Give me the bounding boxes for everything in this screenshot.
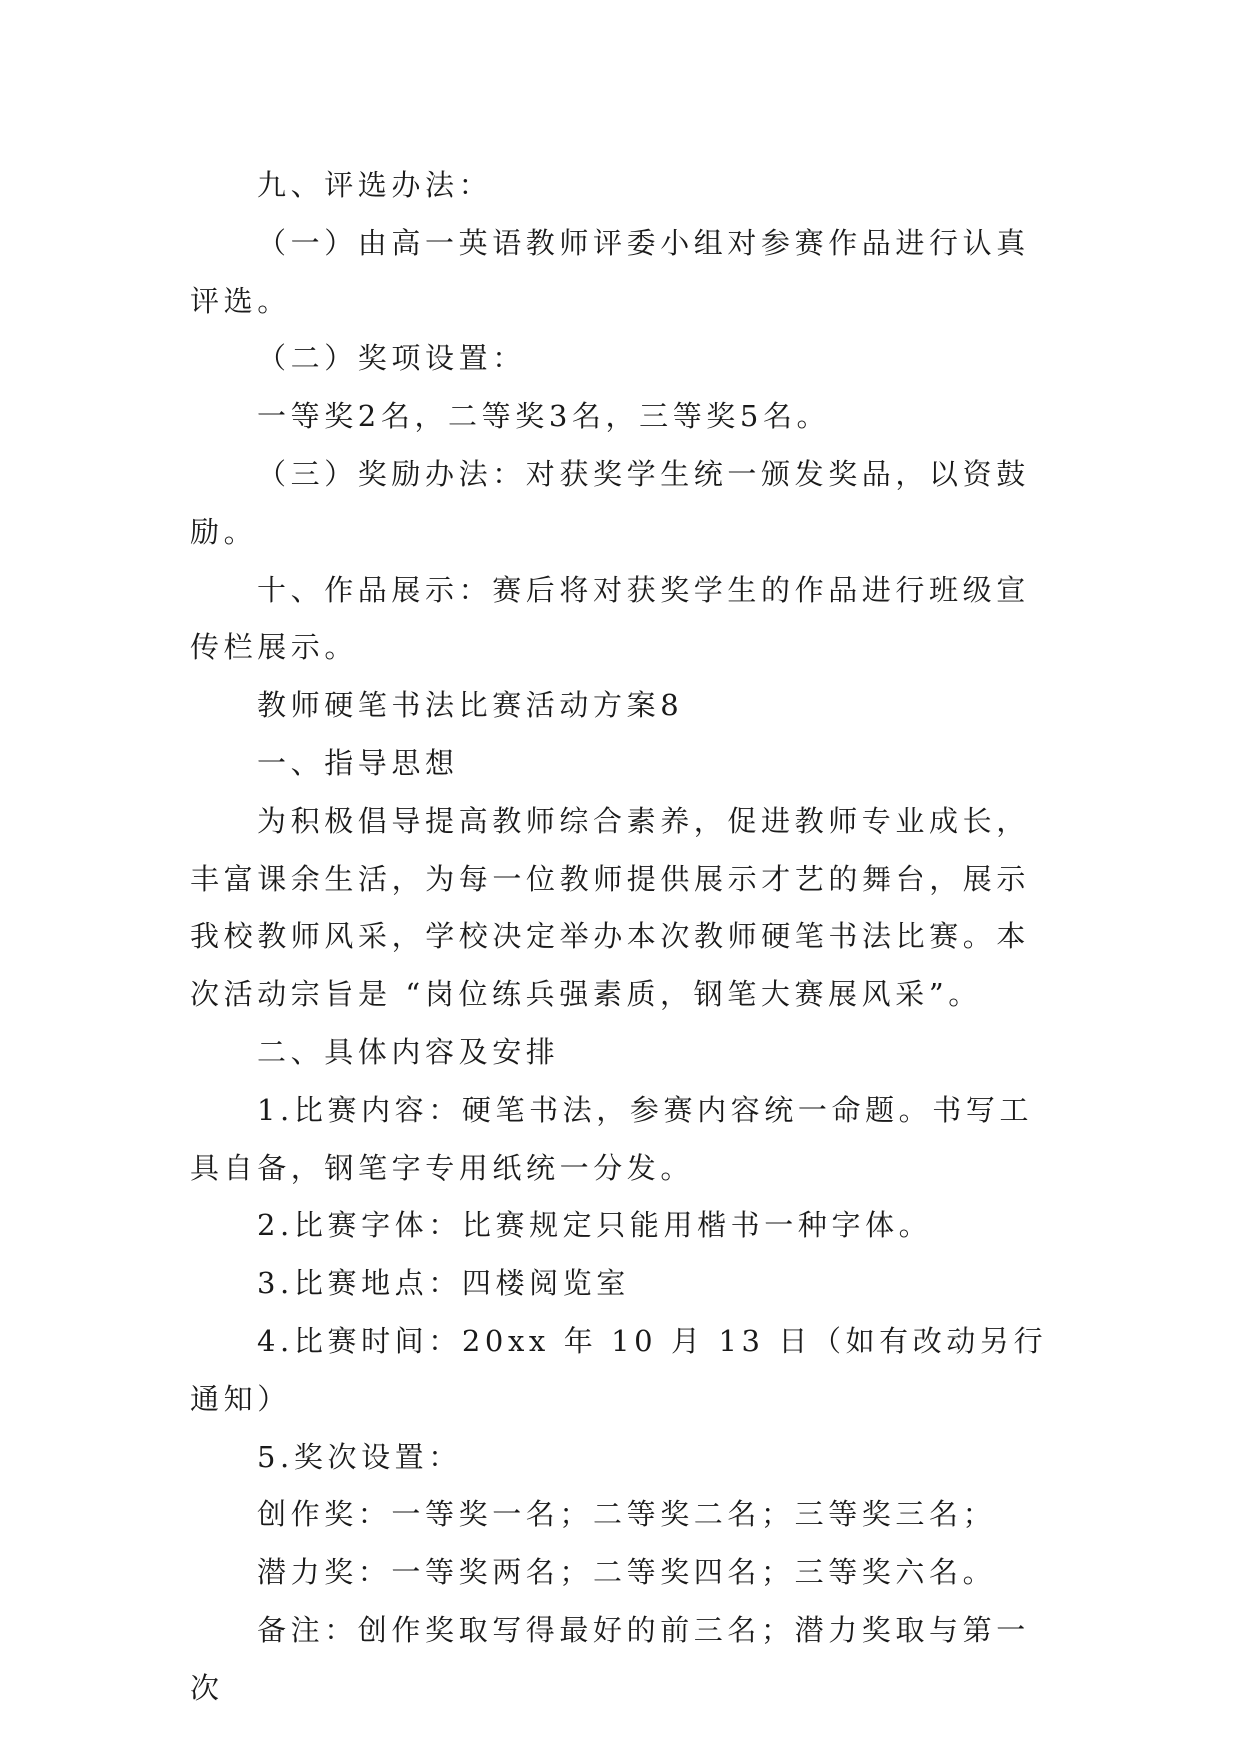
paragraph-award-counts: 一等奖2名，二等奖3名，三等奖5名。 [257, 399, 831, 434]
paragraph-contest-content: 1.比赛内容：硬笔书法，参赛内容统一命题。书写工具自备，钢笔字专用纸统一分发。 [190, 1092, 1034, 1185]
paragraph-potential-award: 潜力奖：一等奖两名；二等奖四名；三等奖六名。 [257, 1555, 997, 1590]
paragraph-evaluation-jury: （一）由高一英语教师评委小组对参赛作品进行认真评选。 [190, 225, 1030, 318]
paragraph-award-levels: 5.奖次设置： [257, 1439, 462, 1474]
paragraph-contest-location: 3.比赛地点：四楼阅览室 [257, 1266, 630, 1301]
section-heading-guiding-idea: 一、指导思想 [257, 745, 459, 780]
paragraph-reward-method: （三）奖励办法：对获奖学生统一颁发奖品，以资鼓励。 [190, 456, 1030, 549]
section-heading-arrangement: 二、具体内容及安排 [257, 1034, 560, 1069]
paragraph-creation-award: 创作奖：一等奖一名；二等奖二名；三等奖三名； [257, 1497, 997, 1532]
document-body [190, 157, 1052, 1718]
paragraph-contest-time: 4.比赛时间：20xx 年 10 月 13 日（如有改动另行通知） [190, 1323, 1048, 1416]
section-heading-evaluation: 九、评选办法： [257, 168, 493, 202]
paragraph-contest-font: 2.比赛字体：比赛规定只能用楷书一种字体。 [257, 1208, 933, 1243]
section-heading-exhibition: 十、作品展示：赛后将对获奖学生的作品进行班级宣传栏展示。 [190, 572, 1030, 665]
paragraph-guiding-idea: 为积极倡导提高教师综合素养，促进教师专业成长，丰富课余生活，为每一位教师提供展示才艺的舞台，展示我校教师风采，学校决定举办本次教师硬笔书法比赛。本次活动宗旨是 “岗位练兵强素质，钢笔大赛展风采”。 [190, 803, 1031, 1012]
paragraph-award-setup: （二）奖项设置： [257, 341, 526, 376]
plan-title: 教师硬笔书法比赛活动方案8 [257, 688, 684, 723]
paragraph-remark: 备注：创作奖取写得最好的前三名；潜力奖取与第一次 [190, 1612, 1030, 1705]
